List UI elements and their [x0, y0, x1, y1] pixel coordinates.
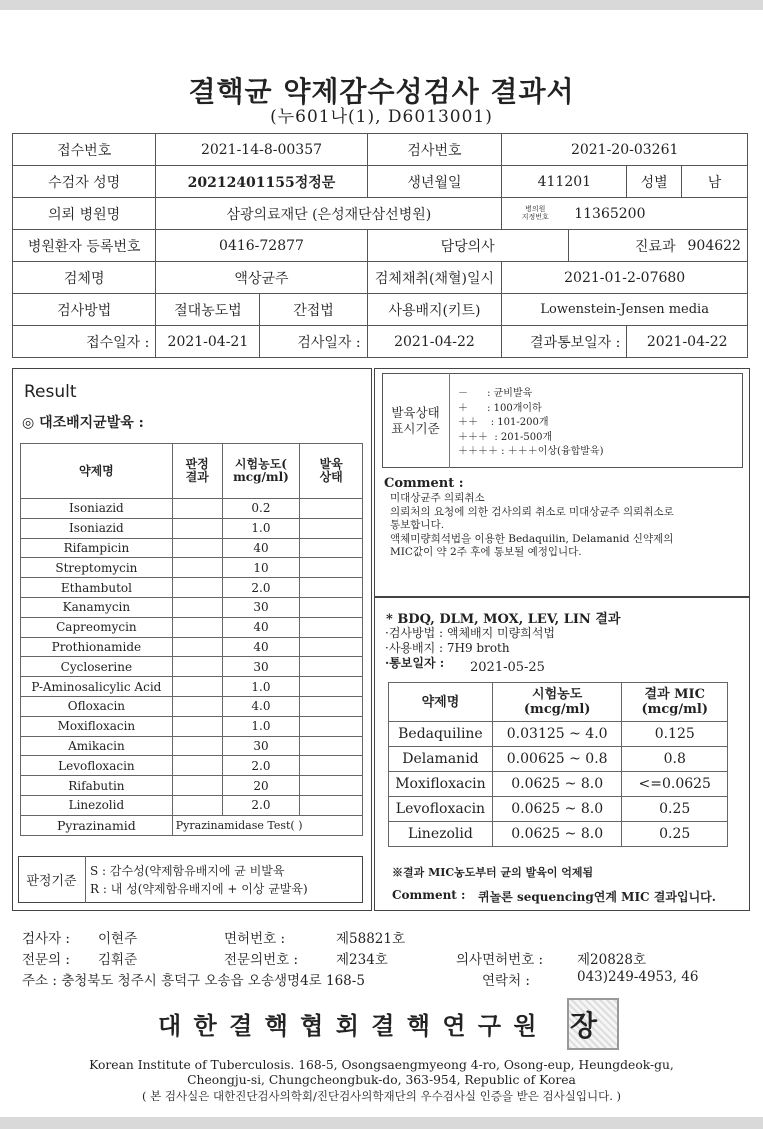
- growth-status: [300, 716, 363, 736]
- mic-result: <=0.0625: [622, 772, 728, 797]
- certification-note: ( 본 검사실은 대한진단검사의학회/진단검사의학재단의 우수검사실 인증을 받은 검사실입니다. ): [142, 1089, 621, 1103]
- legend-line: ＋＋＋ : 201-500개: [458, 431, 553, 443]
- test-concentration: 30: [222, 597, 300, 617]
- growth-status: [300, 597, 363, 617]
- growth-status: [300, 756, 363, 776]
- judge-result: [172, 795, 222, 815]
- tester-label: 검사자 :: [22, 931, 70, 947]
- growth-status: [300, 795, 363, 815]
- comment-line: MIC값이 약 2주 후에 통보될 예정입니다.: [390, 546, 582, 558]
- test-date-label: 검사일자 :: [260, 326, 367, 358]
- growth-status: [300, 578, 363, 598]
- dept-label: 진료과: [568, 230, 681, 262]
- sensitivity-row: [21, 736, 363, 756]
- doctor-license-label: 의사면허번호 :: [456, 952, 544, 968]
- growth-status: [300, 657, 363, 677]
- test-concentration: 0.2: [222, 499, 300, 519]
- sensitivity-row: [21, 677, 363, 697]
- growth-status: [300, 617, 363, 637]
- mic-comment: 퀴놀론 sequencing연계 MIC 결과입니다.: [478, 890, 716, 904]
- legend-line: ＋＋＋＋ : ＋＋＋이상(융합발육): [458, 446, 604, 457]
- drug-name: Capreomycin: [21, 617, 173, 637]
- control-growth-label: ◎ 대조배지균발육 :: [22, 415, 144, 431]
- method-indirect: 간접법: [260, 294, 367, 326]
- sensitivity-row: [21, 538, 363, 558]
- birth-label: 생년월일: [367, 166, 502, 198]
- mic-row: [389, 772, 728, 797]
- sex: 남: [682, 166, 748, 198]
- drug-name: Prothionamide: [21, 637, 173, 657]
- criteria-s: S : 감수성(약제함유배지에 균 비발육: [90, 864, 285, 878]
- test-concentration: 1.0: [222, 716, 300, 736]
- conc-header: 시험농도( mcg/ml): [222, 444, 300, 499]
- mic-method: ·검사방법 : 액체배지 미량희석법: [385, 626, 555, 640]
- sensitivity-row: [21, 499, 363, 519]
- reg-no-label: 병원환자 등록번호: [13, 230, 156, 262]
- mic-row: [389, 747, 728, 772]
- sensitivity-row: [21, 756, 363, 776]
- mic-concentration: 0.03125 ~ 4.0: [492, 722, 622, 747]
- contact-label: 연락처 :: [482, 973, 530, 989]
- legend-label: 발육상태 표시기준: [382, 373, 450, 468]
- institute-address-en-2: Cheongju-si, Chungcheongbuk-do, 363-954, Republic of Korea: [187, 1073, 576, 1087]
- comment-line: 미대상균주 의뢰취소: [390, 492, 485, 504]
- mic-drug: Levofloxacin: [389, 797, 493, 822]
- specimen: 액상균주: [156, 262, 367, 294]
- mic-result: 0.25: [622, 797, 728, 822]
- judge-result: [172, 538, 222, 558]
- pza-drug: Pyrazinamid: [21, 815, 173, 835]
- drug-name: Rifampicin: [21, 538, 173, 558]
- recv-date-label: 접수일자 :: [13, 326, 156, 358]
- medium: Lowenstein-Jensen media: [502, 294, 748, 326]
- test-concentration: 30: [222, 736, 300, 756]
- sensitivity-row: [21, 597, 363, 617]
- drug-name: P-Aminosalicylic Acid: [21, 677, 173, 697]
- mic-row: [389, 722, 728, 747]
- judge-result: [172, 597, 222, 617]
- mic-row: [389, 797, 728, 822]
- mic-result-header: 결과 MIC (mcg/ml): [622, 683, 728, 722]
- mic-concentration: 0.0625 ~ 8.0: [492, 797, 622, 822]
- sensitivity-table: [20, 443, 363, 836]
- legend-lines: [458, 387, 604, 460]
- method-label: 검사방법: [13, 294, 156, 326]
- growth-status: [300, 518, 363, 538]
- hospital-code-label: 병의원 지정번호: [502, 198, 568, 230]
- mic-drug: Linezolid: [389, 822, 493, 847]
- doctor-license: 제20828호: [577, 952, 647, 968]
- comment-title: Comment :: [384, 476, 464, 491]
- test-no-label: 검사번호: [367, 134, 502, 166]
- doctor-label: 담당의사: [367, 230, 568, 262]
- hospital-label: 의뢰 병원명: [13, 198, 156, 230]
- drug-name: Levofloxacin: [21, 756, 173, 776]
- tester: 이현주: [98, 931, 138, 947]
- test-concentration: 2.0: [222, 756, 300, 776]
- sensitivity-row: [21, 776, 363, 796]
- drug-name: Kanamycin: [21, 597, 173, 617]
- specimen-label: 검체명: [13, 262, 156, 294]
- sensitivity-row: [21, 795, 363, 815]
- growth-status: [300, 538, 363, 558]
- test-concentration: 2.0: [222, 578, 300, 598]
- mic-drug: Moxifloxacin: [389, 772, 493, 797]
- drug-name: Isoniazid: [21, 518, 173, 538]
- report-date-label: 결과통보일자 :: [502, 326, 627, 358]
- sensitivity-row: [21, 578, 363, 598]
- document-subtitle: (누601나(1), D6013001): [270, 107, 493, 127]
- comment-line: 액체미량희석법을 이용한 Bedaquilin, Delamanid 신약제의: [390, 532, 674, 545]
- patient-label: 수검자 성명: [13, 166, 156, 198]
- test-concentration: 10: [222, 558, 300, 578]
- contact: 043)249-4953, 46: [577, 969, 699, 985]
- patient-info-table: [12, 133, 748, 358]
- mic-drug: Bedaquiline: [389, 722, 493, 747]
- test-date: 2021-04-22: [367, 326, 502, 358]
- test-concentration: 1.0: [222, 677, 300, 697]
- judge-result: [172, 716, 222, 736]
- birth-date: 411201: [502, 166, 627, 198]
- comment-lines: [390, 492, 674, 560]
- specialist-label: 전문의 :: [22, 952, 70, 968]
- mic-date: 2021-05-25: [470, 660, 545, 675]
- drug-name: Isoniazid: [21, 499, 173, 519]
- sensitivity-row: [21, 617, 363, 637]
- mic-note: ※결과 MIC농도부터 균의 발육이 억제됨: [392, 866, 594, 879]
- mic-result: 0.25: [622, 822, 728, 847]
- judge-result: [172, 578, 222, 598]
- judge-result: [172, 736, 222, 756]
- test-concentration: 40: [222, 617, 300, 637]
- comment-line: 의뢰처의 요청에 의한 검사의뢰 취소로 미대상균주 의뢰취소로: [390, 505, 674, 518]
- hospital-code: 11365200: [568, 198, 747, 230]
- reception-no-label: 접수번호: [13, 134, 156, 166]
- legend-line: ＋＋ : 101-200개: [458, 417, 549, 428]
- comment-line: 통보합니다.: [390, 519, 445, 531]
- sensitivity-row: [21, 696, 363, 716]
- institute-address-en-1: Korean Institute of Tuberculosis. 168-5, Osongsaengmyeong 4-ro, Osong-eup, Heungdeok-gu,: [89, 1058, 674, 1072]
- legend-line: ＋ : 100개이하: [458, 402, 542, 414]
- mic-date-label: ·통보일자 :: [385, 656, 445, 670]
- bottom-bar: [0, 1117, 763, 1129]
- specialist: 김휘준: [98, 952, 138, 968]
- collect-date: 2021-01-2-07680: [502, 262, 748, 294]
- drug-name: Ethambutol: [21, 578, 173, 598]
- document-title: 결핵균 약제감수성검사 결과서: [188, 75, 575, 108]
- mic-comment-label: Comment :: [392, 888, 466, 902]
- judge-result: [172, 637, 222, 657]
- license-label: 면허번호 :: [224, 931, 286, 947]
- growth-status: [300, 637, 363, 657]
- test-concentration: 40: [222, 538, 300, 558]
- address: 주소 : 충청북도 청주시 흥덕구 오송읍 오송생명4로 168-5: [22, 973, 365, 989]
- dept: 904622: [682, 230, 748, 262]
- sex-label: 성별: [627, 166, 682, 198]
- drug-name: Amikacin: [21, 736, 173, 756]
- mic-title: * BDQ, DLM, MOX, LEV, LIN 결과: [386, 612, 621, 627]
- institute-name-ko: 대 한 결 핵 협 회 결 핵 연 구 원: [158, 1011, 539, 1040]
- judge-result: [172, 657, 222, 677]
- test-concentration: 40: [222, 637, 300, 657]
- growth-status: [300, 696, 363, 716]
- test-concentration: 20: [222, 776, 300, 796]
- mic-concentration: 0.0625 ~ 8.0: [492, 772, 622, 797]
- drug-name: Cycloserine: [21, 657, 173, 677]
- sensitivity-row: [21, 637, 363, 657]
- collect-label: 검체채취(채혈)일시: [367, 262, 502, 294]
- test-concentration: 4.0: [222, 696, 300, 716]
- specialist-no-label: 전문의번호 :: [224, 952, 299, 968]
- mic-concentration: 0.00625 ~ 0.8: [492, 747, 622, 772]
- drug-header: 약제명: [21, 444, 173, 499]
- legend-line: － : 균비발육: [458, 388, 533, 399]
- judge-result: [172, 518, 222, 538]
- mic-drug-header: 약제명: [389, 683, 493, 722]
- seal-char: 장: [570, 1009, 598, 1042]
- patient-name: 20212401155정정문: [156, 166, 367, 198]
- judge-result: [172, 756, 222, 776]
- recv-date: 2021-04-21: [156, 326, 260, 358]
- sensitivity-row: [21, 518, 363, 538]
- judge-header: 판정 결과: [172, 444, 222, 499]
- growth-status: [300, 776, 363, 796]
- result-title: Result: [24, 382, 77, 402]
- mic-result: 0.125: [622, 722, 728, 747]
- criteria-r: R : 내 성(약제함유배지에 + 이상 균발육): [90, 882, 308, 896]
- drug-name: Linezolid: [21, 795, 173, 815]
- test-concentration: 30: [222, 657, 300, 677]
- mic-row: [389, 822, 728, 847]
- pza-test: Pyrazinamidase Test( ): [172, 815, 362, 835]
- specialist-no: 제234호: [336, 952, 388, 968]
- drug-name: Rifabutin: [21, 776, 173, 796]
- mic-drug: Delamanid: [389, 747, 493, 772]
- drug-name: Moxifloxacin: [21, 716, 173, 736]
- growth-status: [300, 736, 363, 756]
- growth-header: 발육 상태: [300, 444, 363, 499]
- judge-result: [172, 617, 222, 637]
- mic-result: 0.8: [622, 747, 728, 772]
- growth-status: [300, 677, 363, 697]
- mic-medium: ·사용배지 : 7H9 broth: [385, 641, 510, 655]
- judge-result: [172, 776, 222, 796]
- drug-name: Streptomycin: [21, 558, 173, 578]
- mic-conc-header: 시험농도 (mcg/ml): [492, 683, 622, 722]
- test-no: 2021-20-03261: [502, 134, 748, 166]
- criteria-label: 판정기준: [18, 856, 86, 903]
- license: 제58821호: [336, 931, 406, 947]
- test-concentration: 1.0: [222, 518, 300, 538]
- hospital-name: 삼광의료재단 (은성재단삼선병원): [156, 198, 502, 230]
- judge-result: [172, 558, 222, 578]
- judge-result: [172, 499, 222, 519]
- mic-table: [388, 682, 728, 847]
- growth-status: [300, 558, 363, 578]
- sensitivity-row: [21, 657, 363, 677]
- reg-no: 0416-72877: [156, 230, 367, 262]
- top-bar: [0, 0, 763, 10]
- medium-label: 사용배지(키트): [367, 294, 502, 326]
- test-concentration: 2.0: [222, 795, 300, 815]
- judge-result: [172, 696, 222, 716]
- report-date: 2021-04-22: [627, 326, 748, 358]
- growth-status: [300, 499, 363, 519]
- drug-name: Ofloxacin: [21, 696, 173, 716]
- mic-concentration: 0.0625 ~ 8.0: [492, 822, 622, 847]
- sensitivity-row: [21, 716, 363, 736]
- sensitivity-row: [21, 558, 363, 578]
- method-absolute: 절대농도법: [156, 294, 260, 326]
- judge-result: [172, 677, 222, 697]
- reception-no: 2021-14-8-00357: [156, 134, 367, 166]
